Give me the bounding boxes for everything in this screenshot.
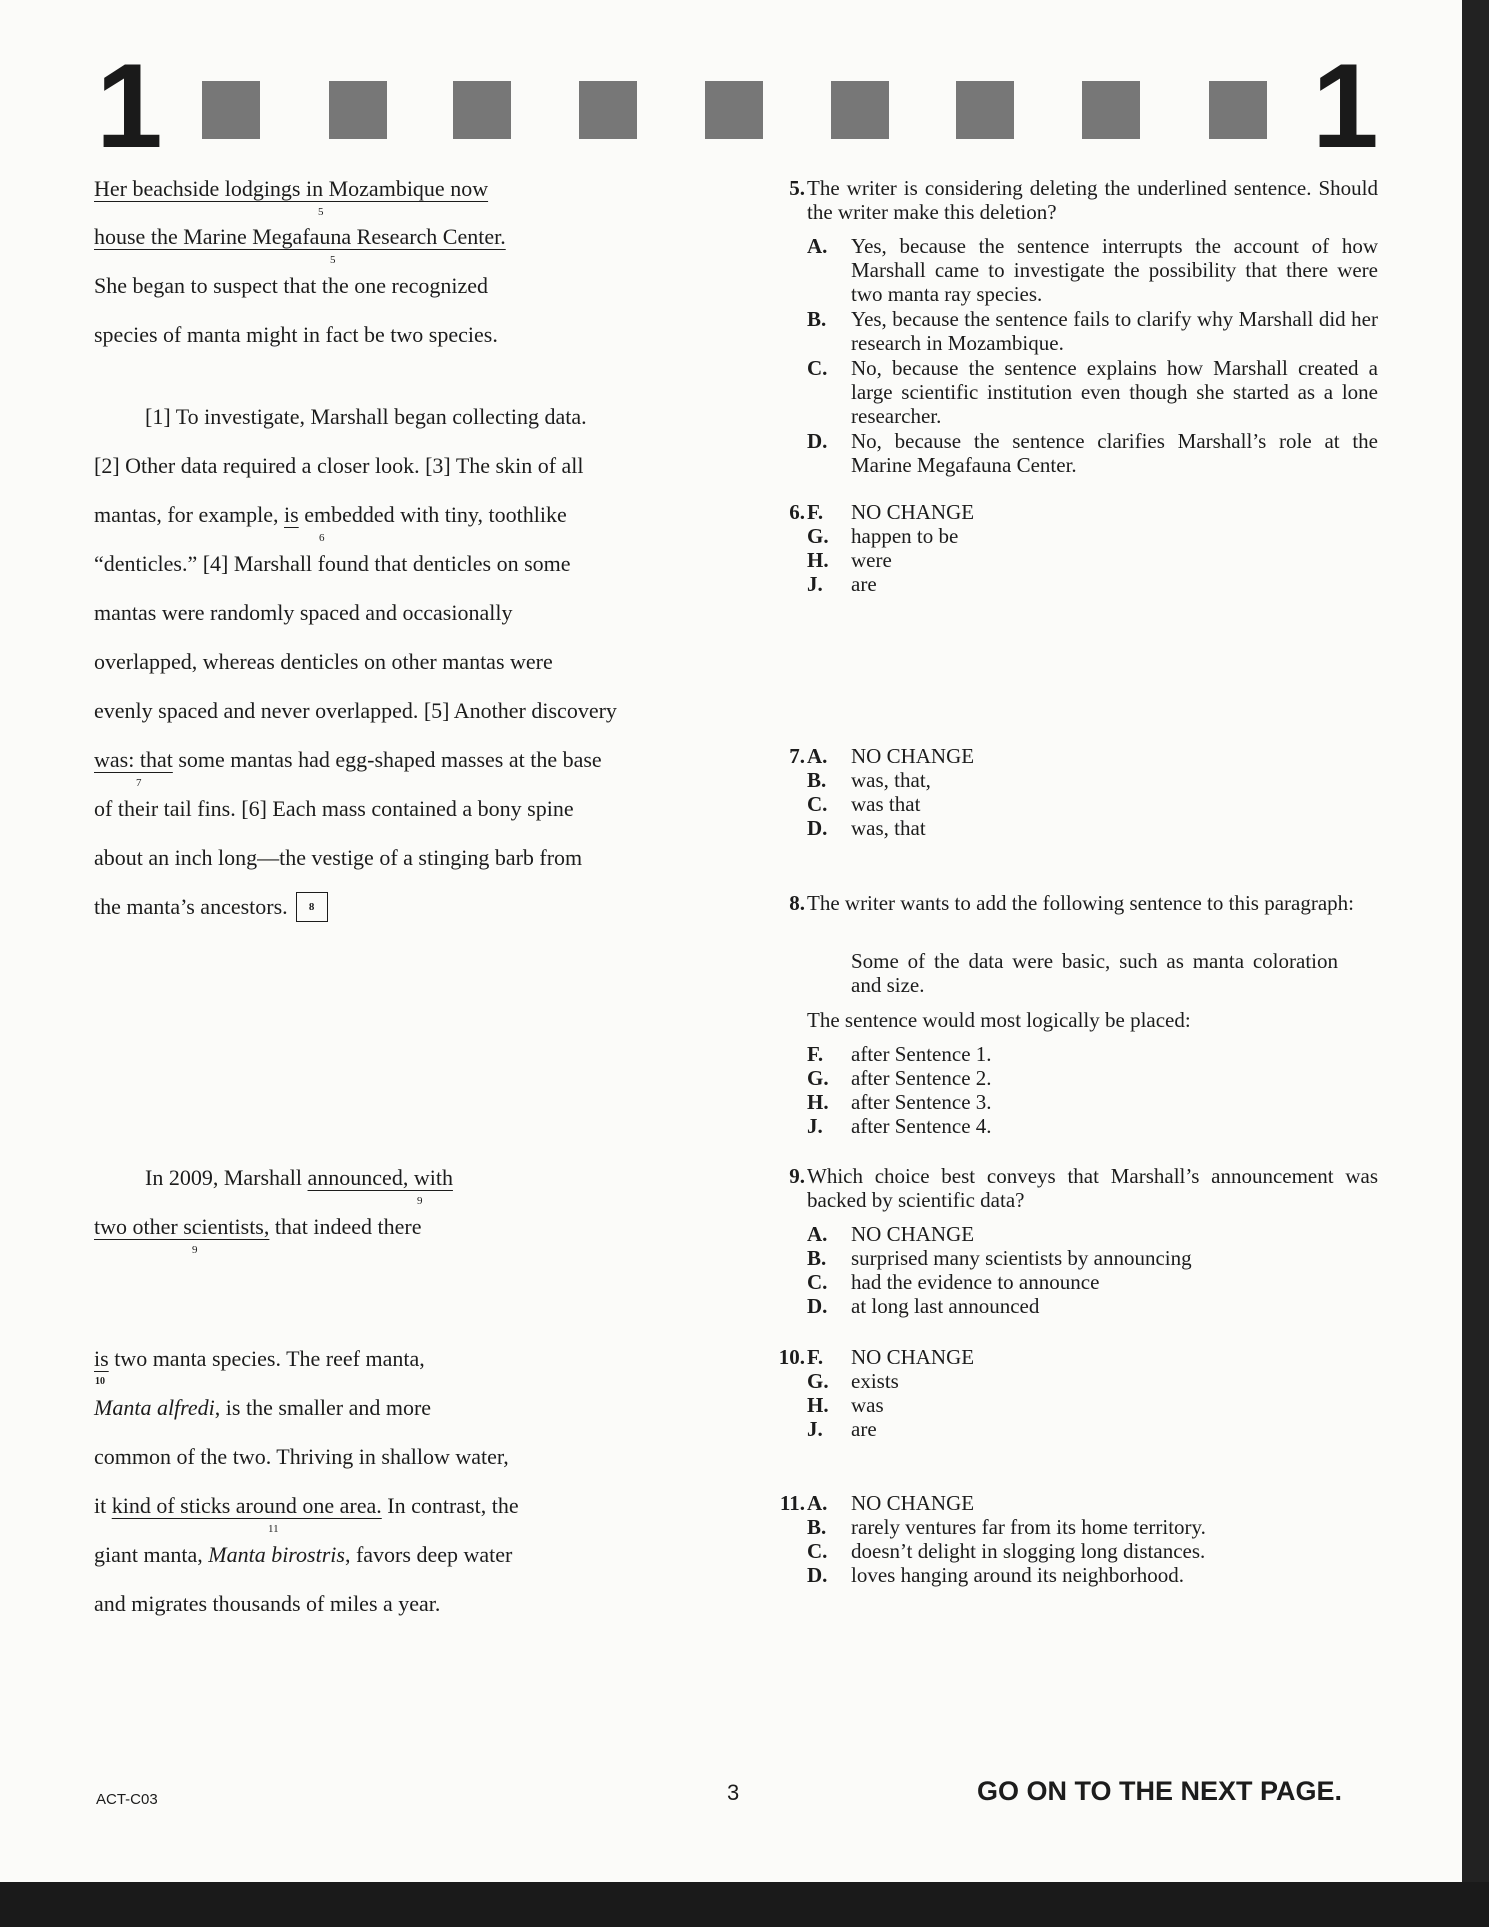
option-text: NO CHANGE [851,1222,975,1246]
option-text: are [851,1417,877,1441]
answer-option[interactable] [807,1563,1378,1587]
option-text: at long last announced [851,1294,1040,1318]
option-text: rarely ventures far from its home territory. [851,1515,1206,1539]
option-letter: H. [807,1090,829,1114]
option-letter: D. [807,816,828,840]
underlined-segment-7: was: that [94,747,173,772]
question-10 [765,1345,1378,1445]
question-marker: 7 [136,777,142,789]
underlined-segment-9: announced, with [307,1165,453,1190]
option-letter: C. [807,1539,828,1563]
passage-text: , is the smaller and more [214,1395,432,1420]
answer-option[interactable] [807,744,1378,768]
scan-edge-bottom [0,1882,1489,1927]
underlined-segment-9: two other scientists, [94,1214,270,1239]
question-number: 5. [789,176,805,200]
answer-option[interactable] [807,356,1378,428]
question-number: 7. [789,744,805,768]
header-square [329,81,387,139]
answer-option[interactable] [807,1042,1378,1066]
question-marker: 9 [192,1244,198,1256]
passage-line: species of manta might in fact be two species. [94,322,498,347]
option-letter: B. [807,768,827,792]
option-letter: A. [807,744,828,768]
option-letter: B. [807,1515,827,1539]
species-name: Manta alfredi [94,1395,215,1420]
option-text: after Sentence 1. [851,1042,992,1066]
quoted-sentence: Some of the data were basic, such as manta coloration and size. [851,949,1338,997]
passage-text: some mantas had egg-shaped masses at the base [172,747,602,772]
passage-line: common of the two. Thriving in shallow water, [94,1444,509,1469]
question-number: 8. [789,891,805,915]
underlined-segment-5: Her beachside lodgings in Mozambique now [94,176,489,201]
option-letter: C. [807,356,828,380]
option-text: was that [851,792,921,816]
option-text: NO CHANGE [851,744,975,768]
passage-text: embedded with tiny, toothlike [298,502,567,527]
passage-line: She began to suspect that the one recognized [94,273,489,298]
species-name: Manta birostris [208,1542,345,1567]
answer-option[interactable] [807,307,1378,355]
passage-line: and migrates thousands of miles a year. [94,1591,441,1616]
header-square [453,81,511,139]
answer-option[interactable] [807,1294,1378,1318]
option-letter: C. [807,1270,828,1294]
passage-text: two manta species. The reef manta, [108,1346,425,1371]
question-7 [765,744,1378,844]
question-marker: 6 [319,532,325,544]
answer-option[interactable] [807,234,1378,306]
option-text: NO CHANGE [851,1491,975,1515]
answer-option[interactable] [807,1539,1378,1563]
page-number: 3 [727,1780,740,1805]
option-letter: F. [807,1345,824,1369]
underlined-segment-11: kind of sticks around one area. [111,1493,382,1518]
question-number: 9. [789,1164,805,1188]
passage-text: In 2009, Marshall [145,1165,308,1190]
header-square [831,81,889,139]
header-square [1082,81,1140,139]
option-letter: D. [807,429,828,453]
option-text: doesn’t delight in slogging long distances. [851,1539,1206,1563]
section-number-right: 1 [1312,39,1379,173]
passage-line: about an inch long—the vestige of a stinging barb from [94,845,583,870]
option-text: happen to be [851,524,959,548]
answer-option[interactable] [807,1270,1378,1294]
next-page-instruction: GO ON TO THE NEXT PAGE. [977,1776,1343,1806]
option-letter: A. [807,234,828,258]
answer-option[interactable] [807,768,1378,792]
question-marker: 11 [268,1523,279,1535]
option-letter: J. [807,1417,823,1441]
option-text: loves hanging around its neighborhood. [851,1563,1185,1587]
answer-option[interactable] [807,1114,1378,1138]
passage-line: evenly spaced and never overlapped. [5] Another discovery [94,698,617,723]
answer-option[interactable] [807,1066,1378,1090]
question-prompt: The sentence would most logically be placed: [807,1008,1191,1032]
answer-option[interactable] [807,524,1378,548]
option-letter: C. [807,792,828,816]
passage-text: In contrast, the [381,1493,519,1518]
question-11 [765,1491,1378,1591]
option-text: after Sentence 2. [851,1066,992,1090]
question-8 [765,891,1378,1141]
passage-line: overlapped, whereas denticles on other mantas were [94,649,553,674]
option-text: was [851,1393,884,1417]
answer-option[interactable] [807,1345,1378,1369]
option-text: surprised many scientists by announcing [851,1246,1192,1270]
header-square [1209,81,1267,139]
option-letter: B. [807,307,827,331]
question-marker: 5 [330,254,336,266]
question-number: 6. [789,500,805,524]
question-stem: The writer wants to add the following sentence to this paragraph: [807,891,1355,915]
underlined-segment-10: is [94,1346,109,1371]
answer-option[interactable] [807,429,1378,477]
option-letter: G. [807,1066,829,1090]
answer-option[interactable] [807,1515,1378,1539]
option-text: exists [851,1369,899,1393]
option-letter: J. [807,572,823,596]
header-square [579,81,637,139]
question-number: 10. [778,1345,805,1369]
question-box-8: 8 [296,892,328,922]
option-letter: J. [807,1114,823,1138]
option-letter: F. [807,500,824,524]
option-letter: D. [807,1294,828,1318]
option-text: Yes, because the sentence interrupts the account of how Marshall came to investigate the possibility that there were two manta ray species. [851,234,1378,306]
scan-edge-right [1462,0,1489,1927]
option-letter: D. [807,1563,828,1587]
option-letter: G. [807,524,829,548]
option-letter: G. [807,1369,829,1393]
passage-line: “denticles.” [4] Marshall found that denticles on some [94,551,571,576]
test-form-code: ACT-C03 [96,1791,158,1808]
option-letter: B. [807,1246,827,1270]
question-marker: 5 [318,206,324,218]
question-6 [765,500,1378,600]
option-text: Yes, because the sentence fails to clarify why Marshall did her research in Mozambique. [851,307,1378,355]
section-number-left: 1 [96,39,163,173]
option-text: was, that [851,816,926,840]
question-number: 11. [779,1491,805,1515]
answer-option[interactable] [807,1090,1378,1114]
answer-option[interactable] [807,572,1378,596]
option-letter: F. [807,1042,824,1066]
passage-line: [2] Other data required a closer look. [3] The skin of all [94,453,584,478]
answer-option[interactable] [807,1491,1378,1515]
answer-option[interactable] [807,1417,1378,1441]
option-text: was, that, [851,768,931,792]
answer-option[interactable] [807,1222,1378,1246]
passage-line: [1] To investigate, Marshall began collecting data. [145,404,587,429]
answer-option[interactable] [807,1369,1378,1393]
header-square [956,81,1014,139]
passage-text: mantas, for example, [94,502,284,527]
option-text: No, because the sentence clarifies Marshall’s role at the Marine Megafauna Center. [851,429,1378,477]
underlined-segment-6: is [284,502,299,527]
passage-text: it [94,1493,112,1518]
option-text: after Sentence 4. [851,1114,992,1138]
option-text: NO CHANGE [851,1345,975,1369]
passage-text: that indeed there [269,1214,422,1239]
answer-option[interactable] [807,548,1378,572]
option-text: are [851,572,877,596]
header-square [202,81,260,139]
option-text: after Sentence 3. [851,1090,992,1114]
question-marker: 10 [95,1376,105,1387]
option-text: NO CHANGE [851,500,975,524]
passage-text: giant manta, [94,1542,209,1567]
option-text: were [851,548,892,572]
option-letter: H. [807,548,829,572]
answer-option[interactable] [807,1393,1378,1417]
question-marker: 9 [417,1195,423,1207]
passage-line: of their tail fins. [6] Each mass contained a bony spine [94,796,574,821]
option-letter: A. [807,1491,828,1515]
answer-option[interactable] [807,816,1378,840]
option-letter: H. [807,1393,829,1417]
option-text: No, because the sentence explains how Marshall created a large scientific institution even though she started as a lone researcher. [851,356,1378,428]
option-text: had the evidence to announce [851,1270,1100,1294]
answer-option[interactable] [807,792,1378,816]
answer-option[interactable] [807,500,1378,524]
question-9 [765,1164,1378,1324]
passage-text: the manta’s ancestors. [94,894,288,920]
question-stem: Which choice best conveys that Marshall’s announcement was backed by scientific data? [807,1164,1378,1212]
answer-option[interactable] [807,1246,1378,1270]
underlined-segment-5: house the Marine Megafauna Research Center. [94,224,506,249]
header-square [705,81,763,139]
question-5 [765,176,1378,476]
option-letter: A. [807,1222,828,1246]
question-stem: The writer is considering deleting the underlined sentence. Should the writer make this deletion? [807,176,1378,224]
passage-text: , favors deep water [344,1542,513,1567]
passage-line: mantas were randomly spaced and occasionally [94,600,513,625]
